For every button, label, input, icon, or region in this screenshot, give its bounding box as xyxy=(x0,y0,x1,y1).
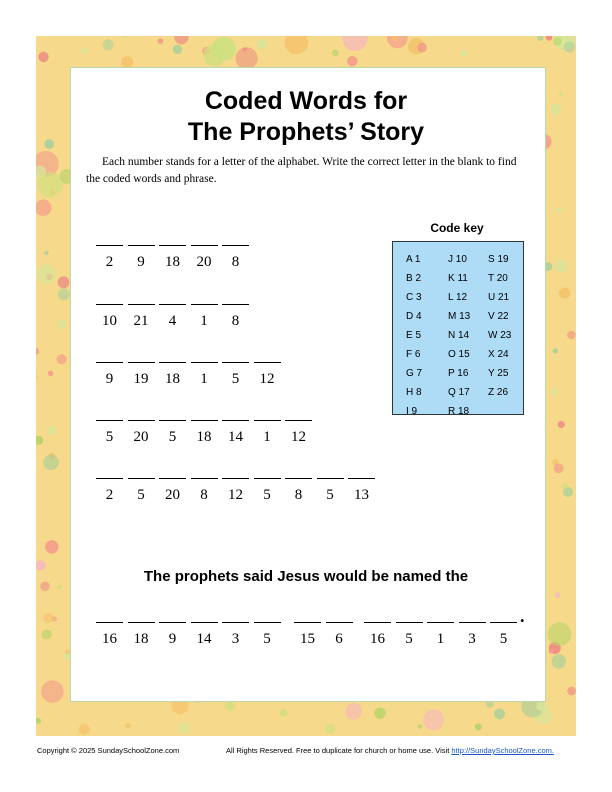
letter-blank[interactable] xyxy=(191,245,218,246)
letter-blank[interactable] xyxy=(222,362,249,363)
polka-dot xyxy=(567,331,576,340)
letter-blank[interactable] xyxy=(348,478,375,479)
polka-dot xyxy=(475,723,482,730)
polka-dot xyxy=(79,724,90,735)
code-number: 1 xyxy=(436,631,445,647)
letter-blank[interactable] xyxy=(396,622,423,623)
code-key-column xyxy=(488,250,511,402)
code-number: 2 xyxy=(105,487,114,503)
letter-blank[interactable] xyxy=(326,622,353,623)
code-key-entry: V 22 xyxy=(488,311,509,322)
code-number: 20 xyxy=(165,487,180,503)
polka-dot xyxy=(552,389,557,394)
polka-dot xyxy=(36,718,41,724)
code-number: 1 xyxy=(263,429,271,445)
polka-dot xyxy=(553,37,561,45)
code-number: 20 xyxy=(133,429,149,445)
polka-dot xyxy=(36,348,39,355)
polka-dot xyxy=(173,45,182,54)
polka-dot xyxy=(57,585,62,590)
polka-dot xyxy=(537,36,543,41)
code-number: 8 xyxy=(231,254,240,270)
code-number: 18 xyxy=(133,631,149,647)
polka-dot xyxy=(343,36,368,51)
polka-dot xyxy=(243,47,247,51)
polka-dot xyxy=(280,709,287,716)
code-number: 16 xyxy=(370,631,385,647)
code-number: 18 xyxy=(165,254,180,270)
code-number: 5 xyxy=(263,487,271,503)
letter-blank[interactable] xyxy=(285,478,312,479)
code-number: 6 xyxy=(335,631,343,647)
polka-dot xyxy=(548,622,572,646)
polka-dot xyxy=(47,426,57,436)
code-key-entry: W 23 xyxy=(488,330,512,341)
footer-rights xyxy=(226,746,554,755)
letter-blank[interactable] xyxy=(159,622,186,623)
code-key-entry: K 11 xyxy=(448,273,468,284)
polka-dot xyxy=(37,264,56,283)
letter-blank[interactable] xyxy=(159,362,186,363)
code-number: 12 xyxy=(291,429,306,445)
letter-blank[interactable] xyxy=(459,622,486,623)
code-number: 5 xyxy=(263,631,271,647)
polka-dot xyxy=(43,613,53,623)
letter-blank[interactable] xyxy=(254,420,281,421)
code-key-entry: H 8 xyxy=(406,387,422,398)
polka-dot xyxy=(494,709,505,720)
letter-blank[interactable] xyxy=(364,622,391,623)
polka-dot xyxy=(555,592,561,598)
polka-dot xyxy=(51,190,55,194)
code-number: 5 xyxy=(405,631,413,647)
polka-dot xyxy=(374,708,385,719)
polka-dot xyxy=(347,56,357,66)
code-key-entry: B 2 xyxy=(406,273,422,284)
letter-blank[interactable] xyxy=(96,622,123,623)
code-number: 14 xyxy=(196,631,212,647)
code-key-entry: N 14 xyxy=(448,330,470,341)
polka-dot xyxy=(556,207,562,213)
code-key-entry: J 10 xyxy=(448,254,467,265)
footer-copyright: Copyright © 2025 SundaySchoolZone.com xyxy=(37,746,180,755)
letter-blank[interactable] xyxy=(128,304,155,305)
polka-dot xyxy=(257,39,268,50)
polka-dot xyxy=(561,483,568,490)
phrase-end-mark: . xyxy=(520,606,525,626)
code-number: 1 xyxy=(200,371,208,387)
polka-dot xyxy=(42,630,52,640)
polka-dot xyxy=(536,701,546,711)
code-key-title: Code key xyxy=(430,221,484,235)
code-number: 12 xyxy=(228,487,243,503)
polka-dot xyxy=(417,43,427,53)
instructions-text: Each number stands for a letter of the alphabet. Write the correct letter in the blank to find the coded words and phrase. xyxy=(86,156,517,185)
code-key-box xyxy=(392,241,524,415)
polka-dot xyxy=(212,37,236,61)
polka-dot xyxy=(178,722,190,734)
code-number: 12 xyxy=(259,371,275,387)
letter-blank[interactable] xyxy=(128,420,155,421)
letter-blank[interactable] xyxy=(427,622,454,623)
polka-dot xyxy=(36,199,52,216)
footer-link[interactable]: http://SundaySchoolZone.com. xyxy=(451,746,554,755)
title-line-2: The Prophets’ Story xyxy=(187,118,425,146)
code-key-entry: E 5 xyxy=(406,330,422,341)
letter-blank[interactable] xyxy=(285,420,312,421)
code-key-entry: D 4 xyxy=(406,311,422,322)
code-key-entry: Y 25 xyxy=(488,368,509,379)
polka-dot xyxy=(460,50,466,56)
code-key-column xyxy=(448,250,470,421)
polka-dot xyxy=(225,702,235,712)
letter-blank[interactable] xyxy=(96,478,123,479)
code-number: 15 xyxy=(300,631,315,647)
code-key-entry: R 18 xyxy=(448,406,470,417)
code-number: 5 xyxy=(105,429,114,445)
polka-dot xyxy=(285,36,309,54)
letter-blank[interactable] xyxy=(128,478,155,479)
letter-blank[interactable] xyxy=(191,420,218,421)
code-number: 16 xyxy=(102,631,117,647)
code-key-entry: C 3 xyxy=(406,292,422,303)
letter-blank[interactable] xyxy=(96,245,123,246)
letter-blank[interactable] xyxy=(317,478,344,479)
letter-blank[interactable] xyxy=(96,304,123,305)
polka-dot xyxy=(345,703,362,720)
code-key-entry: I 9 xyxy=(406,406,418,417)
letter-blank[interactable] xyxy=(191,362,218,363)
footer-rights-text: All Rights Reserved. Free to duplicate for church or home use. Visit xyxy=(226,746,452,755)
title-line-1: Coded Words for xyxy=(204,87,408,115)
code-number: 2 xyxy=(105,254,114,270)
letter-blank[interactable] xyxy=(222,245,249,246)
code-number: 10 xyxy=(102,313,117,329)
code-number: 3 xyxy=(468,631,476,647)
code-key-entry: T 20 xyxy=(488,273,508,284)
letter-blank[interactable] xyxy=(191,478,218,479)
letter-blank[interactable] xyxy=(96,420,123,421)
polka-dot xyxy=(553,348,558,353)
code-key-entry: U 21 xyxy=(488,292,510,303)
polka-dot xyxy=(58,288,70,300)
letter-blank[interactable] xyxy=(128,622,155,623)
page-title xyxy=(0,86,612,148)
letter-blank[interactable] xyxy=(96,362,123,363)
polka-dot xyxy=(174,36,188,44)
code-number: 13 xyxy=(354,487,369,503)
code-key-entry: X 24 xyxy=(488,349,509,360)
polka-dot xyxy=(57,354,67,364)
polka-dot xyxy=(564,41,575,52)
code-key-entry: Q 17 xyxy=(448,387,470,398)
letter-blank[interactable] xyxy=(222,304,249,305)
polka-dot xyxy=(44,251,49,256)
polka-dot xyxy=(123,36,128,39)
code-number: 9 xyxy=(168,631,177,647)
phrase-text: The prophets said Jesus would be named the xyxy=(143,568,469,585)
polka-dot xyxy=(567,687,576,696)
letter-blank[interactable] xyxy=(191,304,218,305)
code-key-entry: S 19 xyxy=(488,254,509,265)
polka-dot xyxy=(546,36,553,41)
code-number: 5 xyxy=(499,631,508,647)
letter-blank[interactable] xyxy=(159,478,186,479)
polka-dot xyxy=(554,463,564,473)
polka-dot xyxy=(552,654,566,668)
code-number: 8 xyxy=(200,487,208,503)
polka-dot xyxy=(423,709,444,730)
letter-blank[interactable] xyxy=(159,304,186,305)
code-key-entry: P 16 xyxy=(448,368,469,379)
polka-dot xyxy=(558,421,565,428)
code-number: 4 xyxy=(168,313,177,329)
letter-blank[interactable] xyxy=(254,478,281,479)
code-number: 5 xyxy=(231,371,240,387)
letter-blank[interactable] xyxy=(191,622,218,623)
polka-dot xyxy=(36,375,38,379)
polka-dot xyxy=(555,260,568,273)
code-number: 5 xyxy=(137,487,145,503)
code-number: 20 xyxy=(196,254,212,270)
code-number: 5 xyxy=(168,429,177,445)
code-key-entry: G 7 xyxy=(406,368,423,379)
polka-dot xyxy=(332,50,339,57)
code-key-entry: M 13 xyxy=(448,311,471,322)
code-number: 9 xyxy=(105,371,114,387)
polka-dot xyxy=(57,320,66,329)
polka-dot xyxy=(41,680,64,703)
letter-blank[interactable] xyxy=(128,362,155,363)
polka-dot xyxy=(559,288,570,299)
polka-dot xyxy=(38,52,48,62)
polka-dot xyxy=(81,47,88,54)
code-number: 14 xyxy=(228,429,243,445)
code-number: 9 xyxy=(137,254,145,270)
code-number: 19 xyxy=(133,371,149,387)
code-number: 18 xyxy=(165,371,180,387)
letter-blank[interactable] xyxy=(222,478,249,479)
polka-dot xyxy=(325,724,336,735)
code-number: 21 xyxy=(133,313,149,329)
letter-blank[interactable] xyxy=(294,622,321,623)
polka-dot xyxy=(549,649,554,654)
code-number: 3 xyxy=(231,631,240,647)
letter-blank[interactable] xyxy=(490,622,517,623)
polka-dot xyxy=(45,540,58,553)
letter-blank[interactable] xyxy=(222,420,249,421)
code-number: 8 xyxy=(294,487,303,503)
code-key-column xyxy=(406,250,422,421)
code-number: 18 xyxy=(196,429,212,445)
letter-blank[interactable] xyxy=(222,622,249,623)
letter-blank[interactable] xyxy=(128,245,155,246)
letter-blank[interactable] xyxy=(159,420,186,421)
letter-blank[interactable] xyxy=(159,245,186,246)
code-key-entry: A 1 xyxy=(406,254,421,265)
letter-blank[interactable] xyxy=(254,622,281,623)
code-number: 5 xyxy=(326,487,334,503)
code-key-entry: O 15 xyxy=(448,349,470,360)
polka-dot xyxy=(43,455,59,471)
polka-dot xyxy=(158,38,164,44)
polka-dot xyxy=(58,276,70,288)
polka-dot xyxy=(48,371,54,377)
polka-dot xyxy=(36,436,43,445)
polka-dot xyxy=(103,39,114,50)
polka-dot xyxy=(125,723,131,729)
polka-dot xyxy=(418,724,422,728)
code-key-entry: Z 26 xyxy=(488,387,509,398)
code-key-entry: F 6 xyxy=(406,349,421,360)
code-key-entry: L 12 xyxy=(448,292,468,303)
code-number: 8 xyxy=(231,313,240,329)
code-number: 1 xyxy=(200,313,208,329)
letter-blank[interactable] xyxy=(254,362,281,363)
